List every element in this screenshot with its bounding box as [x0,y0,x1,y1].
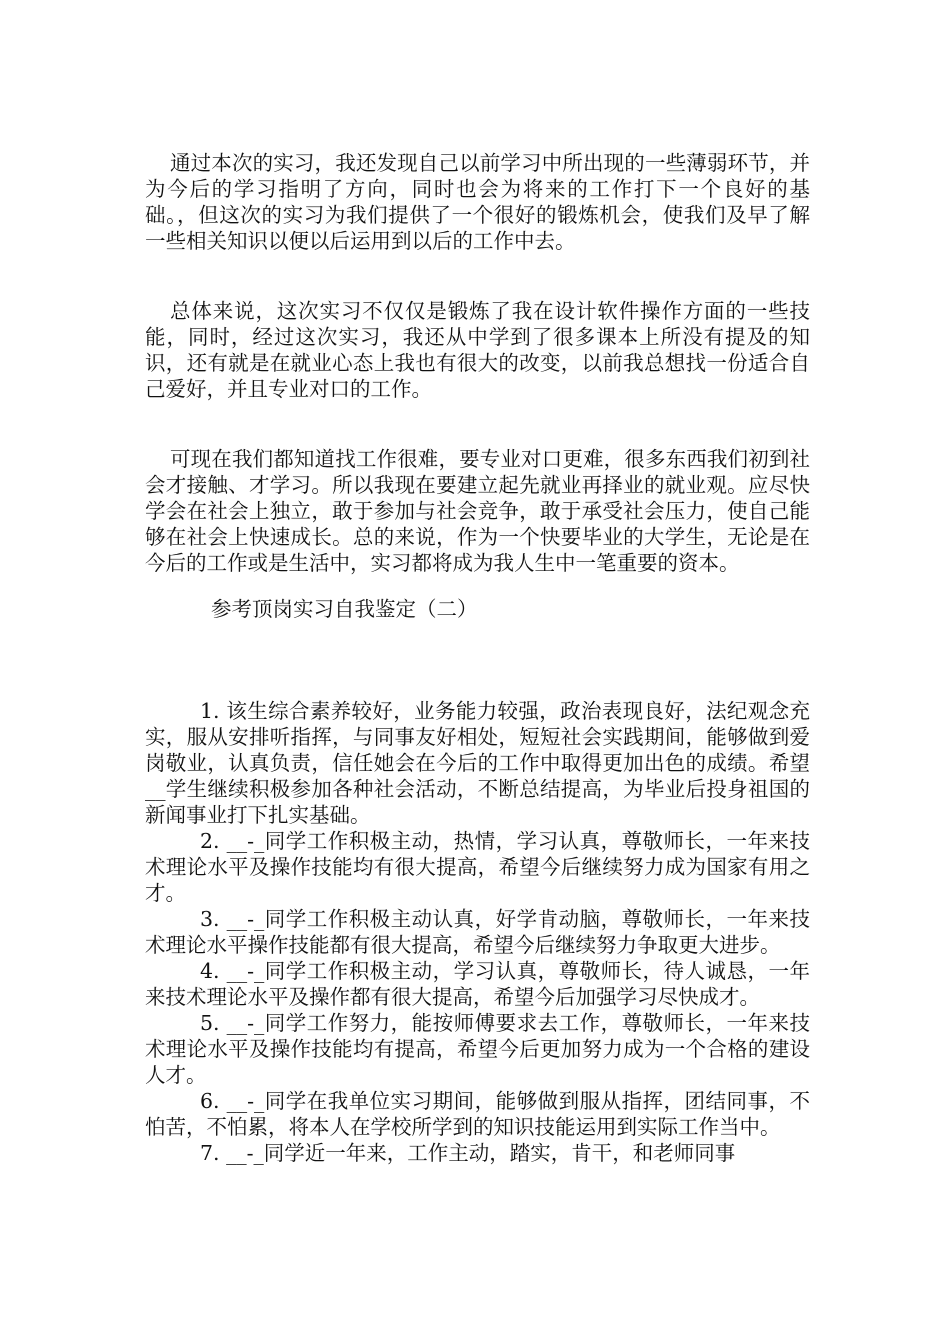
list-item: 5. __-_同学工作努力，能按师傅要求去工作，尊敬师长，一年来技术理论水平及操作技能均有提高，希望今后更加努力成为一个合格的建设人才。 [145,1011,810,1087]
list-item: 6. __-_同学在我单位实习期间，能够做到服从指挥，团结同事，不怕苦，不怕累，将本人在学校所学到的知识技能运用到实际工作当中。 [145,1089,810,1139]
paragraph-overall-summary: 总体来说，这次实习不仅仅是锻炼了我在设计软件操作方面的一些技能，同时，经过这次实习，我还从中学到了很多课本上所没有提及的知识，还有就是在就业心态上我也有很大的改变，以前我总想找一份适合自己爱好，并且专业对口的工作。 [145,299,810,401]
list-item: 1. 该生综合素养较好，业务能力较强，政治表现良好，法纪观念充实，服从安排听指挥，与同事友好相处，短短社会实践期间，能够做到爱岗敬业，认真负责，信任她会在今后的工作中取得更加出色的成绩。希望__学生继续积极参加各种社会活动，不断总结提高，为毕业后投身祖国的新闻事业打下扎实基础。 [145,699,810,827]
list-item: 7. __-_同学近一年来，工作主动，踏实，肯干，和老师同事 [200,1141,736,1165]
list-item: 4. __-_同学工作积极主动，学习认真，尊敬师长，待人诚恳，一年来技术理论水平及操作都有很大提高，希望今后加强学习尽快成才。 [145,959,810,1009]
list-item: 3. __-_同学工作积极主动认真，好学肯动脑，尊敬师长，一年来技术理论水平操作技能都有很大提高，希望今后继续努力争取更大进步。 [145,907,810,957]
section-heading: 参考顶岗实习自我鉴定（二） [211,597,478,621]
list-item: 2. __-_同学工作积极主动，热情，学习认真，尊敬师长，一年来技术理论水平及操作技能均有很大提高，希望今后继续努力成为国家有用之才。 [145,829,810,905]
paragraph-internship-reflection: 通过本次的实习，我还发现自己以前学习中所出现的一些薄弱环节，并为今后的学习指明了方向，同时也会为将来的工作打下一个良好的基础。，但这次的实习为我们提供了一个很好的锻炼机会，使我们及早了解一些相关知识以便以后运用到以后的工作中去。 [145,151,810,253]
paragraph-career-outlook: 可现在我们都知道找工作很难，要专业对口更难，很多东西我们初到社会才接触、才学习。所以我现在要建立起先就业再择业的就业观。应尽快学会在社会上独立，敢于参加与社会竞争，敢于承受社会压力，使自己能够在社会上快速成长。总的来说，作为一个快要毕业的大学生，无论是在今后的工作或是生活中，实习都将成为我人生中一笔重要的资本。 [145,447,810,575]
evaluation-list [145,698,810,1166]
